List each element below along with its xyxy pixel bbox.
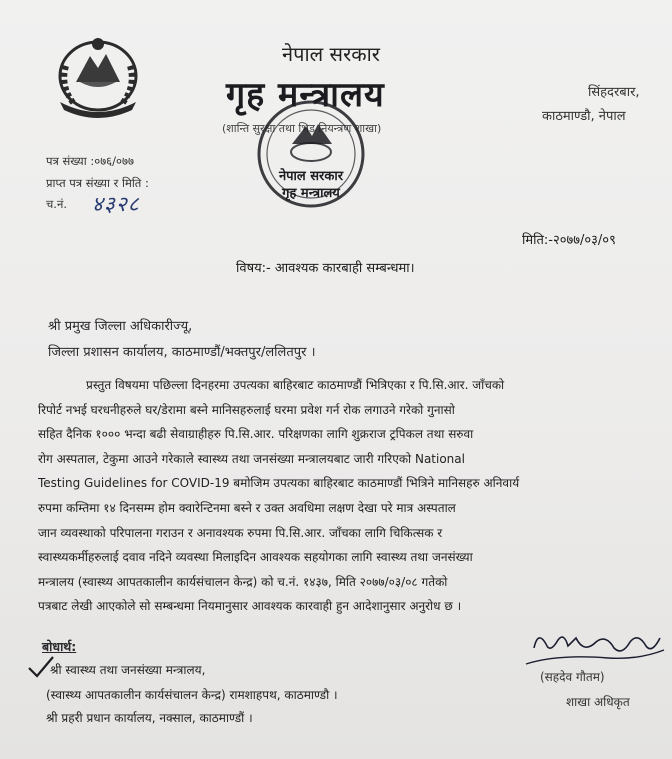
cc-line-3: श्री प्रहरी प्रधान कार्यालय, नक्साल, काठमाण्डौं । — [46, 711, 253, 725]
section-name: (शान्ति सुरक्षा तथा भिड नियन्त्रण शाखा) — [222, 122, 382, 135]
body-line: पत्रबाट लेखी आएकोले सो सम्बन्धमा नियमानुसार आवश्यक कारवाही हुन आदेशानुसार अनुरोध छ । — [38, 599, 462, 614]
stamp-text-2: गृह मन्त्रालय — [282, 186, 340, 201]
government-name: नेपाल सरकार — [282, 42, 380, 66]
address-line-2: काठमाण्डौ, नेपाल — [542, 109, 626, 124]
body-line: जान व्यवस्थाको परिपालना गराउन र अनावश्यक रुपमा पि.सि.आर. जाँचका लागि चिकित्सक र — [38, 525, 443, 540]
dispatch-label: च.नं. — [46, 197, 67, 211]
body-line: मन्त्रालय (स्वास्थ्य आपतकालीन कार्यसंचालन केन्द्र) को च.नं. १४३७, मिति २०७७/०३/०८ गतेको — [38, 574, 448, 589]
letter-date: मिति:-२०७७/०३/०९ — [522, 233, 616, 248]
nepal-emblem-icon — [46, 26, 150, 122]
received-letter-reference: प्राप्त पत्र संख्या र मिति : — [46, 176, 149, 190]
address-line-1: सिंहदरबार, — [588, 85, 640, 100]
ministry-name: गृह मन्त्रालय — [226, 75, 385, 115]
letter-number: पत्र संख्या :०७६/०७७ — [46, 154, 134, 168]
body-line: रिपोर्ट नभई घरधनीहरुले घर/डेरामा बस्ने मानिसहरुलाई घरमा प्रवेश गर्न रोक लगाउने गरेको गुनासो — [38, 402, 455, 417]
letter-subject: विषय:- आवश्यक कारबाही सम्बन्धमा। — [236, 261, 415, 276]
cc-line-2: (स्वास्थ्य आपतकालीन कार्यसंचालन केन्द्र) रामशाहपथ, काठमाण्डौ । — [46, 688, 338, 702]
body-line: स्वास्थ्यकर्मीहरुलाई दवाव नदिने व्यवस्था मिलाइदिन आवश्यक सहयोगका लागि स्वास्थ्य तथा जनसंख्या — [38, 550, 473, 565]
body-line: रोग अस्पताल, टेकुमा आउने गरेकाले स्वास्थ्य तथा जनसंख्या मन्त्रालयबाट जारी गरिएको National — [38, 451, 465, 466]
stamp-text-1: नेपाल सरकार — [278, 169, 344, 184]
signatory-name: (सहदेव गौतम) — [540, 670, 605, 684]
body-line: रुपमा कम्तिमा १४ दिनसम्म होम क्वारेन्टिनमा बस्ने र उक्त अवधिमा लक्षण देखा परे मात्र अस्पताल — [38, 500, 456, 515]
addressee-line-1: श्री प्रमुख जिल्ला अधिकारीज्यू, — [48, 319, 193, 334]
official-stamp — [252, 96, 370, 212]
body-line: Testing Guidelines for COVID-19 बमोजिम उपत्यका बाहिरबाट काठमाण्डौं भित्रिने मानिसहरु अनिवार्य — [38, 476, 520, 491]
dispatch-number: ४३२८ — [92, 192, 140, 216]
cc-heading: बोधार्थ: — [42, 639, 77, 654]
body-line: सहित दैनिक १००० भन्दा बढी सेवाग्राहीहरु पि.सि.आर. परिक्षणका लागि शुक्रराज ट्रपिकल तथा सरुवा — [38, 427, 474, 442]
body-line: प्रस्तुत विषयमा पछिल्ला दिनहरमा उपत्यका बाहिरबाट काठमाण्डौं भित्रिएका र पि.सि.आर. जाँचको — [86, 378, 505, 392]
handwritten-signature — [518, 624, 668, 674]
signatory-title: शाखा अधिकृत — [566, 695, 630, 709]
addressee-line-2: जिल्ला प्रशासन कार्यालय, काठमाण्डौं/भक्तपुर/ललितपुर । — [48, 345, 316, 360]
cc-line-1: श्री स्वास्थ्य तथा जनसंख्या मन्त्रालय, — [50, 663, 206, 677]
letter-body — [38, 373, 638, 619]
